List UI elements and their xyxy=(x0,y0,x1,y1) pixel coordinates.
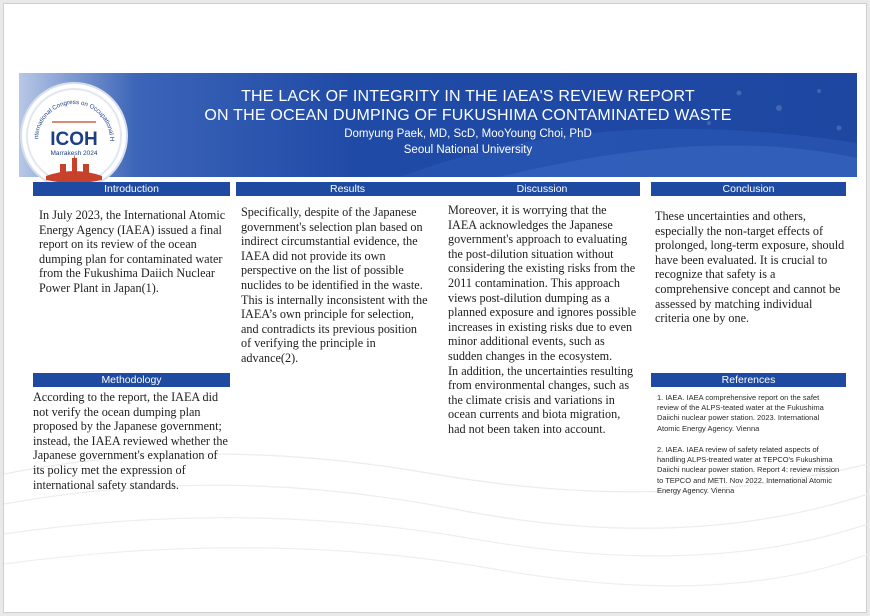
results-heading: Results xyxy=(236,182,459,196)
poster-page xyxy=(3,3,867,613)
logo-name: ICOH xyxy=(50,129,98,150)
reference-item: 1. IAEA. IAEA comprehensive report on the safet review of the ALPS-teated water at the Fukushima Daiichi nuclear power station. 2023. International Atomic Energy Agency. Vienna xyxy=(657,393,824,433)
poster-title-line-1: THE LACK OF INTEGRITY IN THE IAEA'S REVIEW REPORT xyxy=(241,88,695,105)
affiliation: Seoul National University xyxy=(403,144,533,156)
authors: Domyung Paek, MD, ScD, MooYoung Choi, PhD xyxy=(344,128,592,140)
poster-title-line-2: ON THE OCEAN DUMPING OF FUKUSHIMA CONTAMINATED WASTE xyxy=(204,107,732,124)
reference-item: 2. IAEA. IAEA review of safety related aspects of handling ALPS-treated water at TEPCO's Fukushima Daiichi nuclear power station. Report 4: review mission to TEPCO and METI. Nov 2022. International Atomic Energy Agency. Vienna xyxy=(657,445,840,495)
introduction-text: In July 2023, the International Atomic Energy Agency (IAEA) issued a final report on its review of the ocean dumping plan for contaminated water from the Fukushima Daiich Nuclear Power Plant in Japan(1). xyxy=(39,208,226,295)
introduction-heading: Introduction xyxy=(33,182,230,196)
conclusion-heading: Conclusion xyxy=(651,182,846,196)
discussion-heading: Discussion xyxy=(444,182,640,196)
discussion-text xyxy=(448,203,638,437)
results-text: Specifically, despite of the Japanese government's selection plan based on indirect circumstantial evidence, the IAEA did not provide its own perspective on the list of possible nuclides to be identified in the waste. This is internally inconsistent with the IAEA’s own principle for selection, and contradicts its previous position of verifying the principle in advance(2). xyxy=(241,205,428,365)
poster-title xyxy=(139,87,797,125)
methodology-heading: Methodology xyxy=(33,373,230,387)
logo-arc-text: nternational Congress on Occupational H xyxy=(32,98,116,142)
title-banner xyxy=(19,73,857,177)
methodology-text: According to the report, the IAEA did not verify the ocean dumping plan proposed by the Japanese government; instead, the IAEA reviewed whether the Japanese government's explanation of its policy met the expression of international safety standards. xyxy=(33,390,228,492)
discussion-paragraph-1: Moreover, it is worrying that the IAEA acknowledges the Japanese government's approach to evaluating the post-dilution situation without considering the existing risks from the 2011 contamination. This approach views post-dilution dumping as a planned exposure and ignores possible increases in existing risks due to even minor additional events, such as sudden changes in the ecosystem. xyxy=(448,203,637,363)
references-heading: References xyxy=(651,373,846,387)
icoh-logo xyxy=(22,84,126,188)
discussion-paragraph-2: In addition, the uncertainties resulting from environmental changes, such as the climate crisis and variations in ocean currents and biota migration, had not been taken into account. xyxy=(448,363,634,436)
conclusion-text: These uncertainties and others, especially the non-target effects of prolonged, long-term exposure, should have been evaluated. It is crucial to recognize that safety is a comprehensive concept and cannot be assessed by matching individual criteria one by one. xyxy=(655,209,845,326)
logo-location: Marrakesh 2024 xyxy=(50,150,98,157)
